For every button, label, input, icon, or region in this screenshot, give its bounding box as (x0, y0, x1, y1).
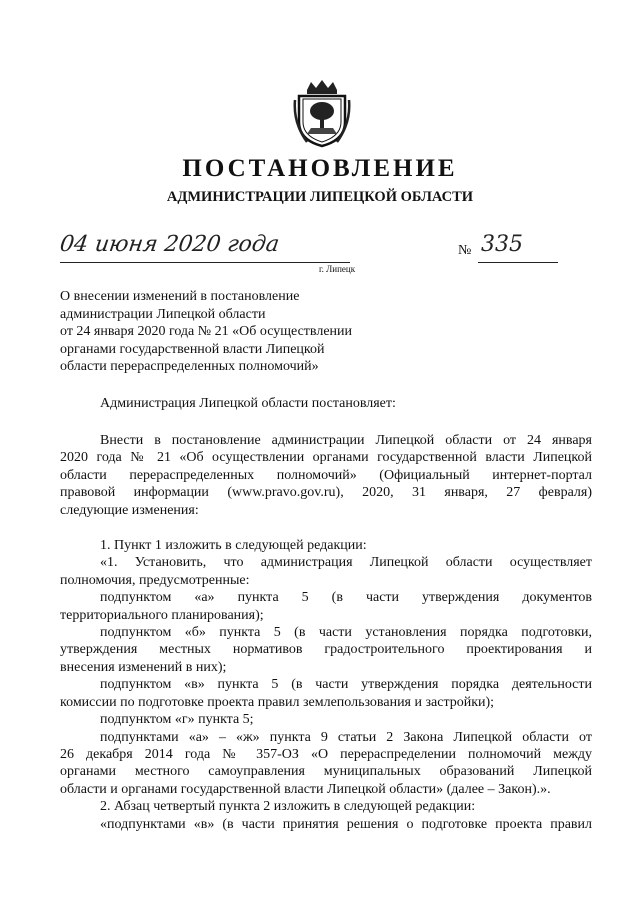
body-line: следующие изменения: (60, 502, 199, 518)
document-body (60, 432, 592, 833)
body-line: подпунктом «г» пункта 5; (100, 712, 254, 728)
body-line: полномочия, предусмотренные: (60, 572, 250, 588)
body-line: подпунктом «б» пункта 5 (в части установления порядка подготовки, (100, 625, 592, 641)
body-line: правовой информации (www.pravo.gov.ru), 2020, 31 января, 27 февраля) (60, 485, 592, 501)
document-title: ПОСТАНОВЛЕНИЕ (182, 155, 458, 182)
number-underline (478, 262, 558, 263)
document-subject (60, 288, 400, 376)
body-line: органами местного самоуправления муниципальных образований Липецкой (60, 764, 592, 780)
body-line: подпунктом «а» пункта 5 (в части утверждения документов (100, 590, 592, 606)
subject-line: администрации Липецкой области (60, 306, 266, 322)
body-line: 2. Абзац четвертый пункта 2 изложить в следующей редакции: (100, 799, 476, 815)
body-line: «1. Установить, что администрация Липецкой области осуществляет (100, 555, 592, 571)
issuing-authority: АДМИНИСТРАЦИИ ЛИПЕЦКОЙ ОБЛАСТИ (166, 189, 474, 205)
body-line: утверждения местных нормативов градостроительного проектирования и (60, 642, 592, 658)
body-line: области перераспределенных полномочий» (Официальный интернет-портал (60, 467, 592, 483)
body-line: 2020 года № 21 «Об осуществлении органами государственной власти Липецкой (60, 450, 592, 466)
body-line: комиссии по подготовке проекта правил землепользования и застройки); (60, 694, 495, 710)
resolution-intro: Администрация Липецкой области постановляет: (100, 396, 396, 411)
coat-of-arms-emblem (293, 78, 351, 148)
body-line: подпунктами «а» – «ж» пункта 9 статьи 2 Закона Липецкой области от (100, 729, 592, 745)
number-sign: № (458, 243, 472, 258)
paragraph-gap (60, 519, 592, 537)
body-line: подпунктом «в» пункта 5 (в части утверждения порядка деятельности (100, 677, 592, 693)
subject-line: О внесении изменений в постановление (60, 289, 300, 304)
subject-line: от 24 января 2020 года № 21 «Об осуществлении (60, 324, 353, 340)
body-line: «подпунктами «в» (в части принятия решения о подготовке проекта правил (100, 816, 592, 832)
body-line: Внести в постановление администрации Липецкой области от 24 января (100, 433, 592, 448)
city-label: г. Липецк (319, 264, 356, 274)
body-line: области и органами государственной власти Липецкой области» (далее – Закон).». (60, 781, 551, 797)
handwritten-date: 04 июня 2020 года (58, 232, 281, 257)
body-line: внесения изменений в них); (60, 659, 227, 675)
subject-line: области перераспределенных полномочий» (60, 359, 319, 375)
subject-line: органами государственной власти Липецкой (60, 341, 325, 357)
date-underline (60, 262, 350, 263)
body-line: 1. Пункт 1 изложить в следующей редакции: (100, 538, 367, 554)
body-line: 26 декабря 2014 года № 357-ОЗ «О перераспределении полномочий между (60, 746, 592, 762)
body-line: территориального планирования); (60, 607, 264, 623)
handwritten-number: 335 (481, 232, 523, 257)
